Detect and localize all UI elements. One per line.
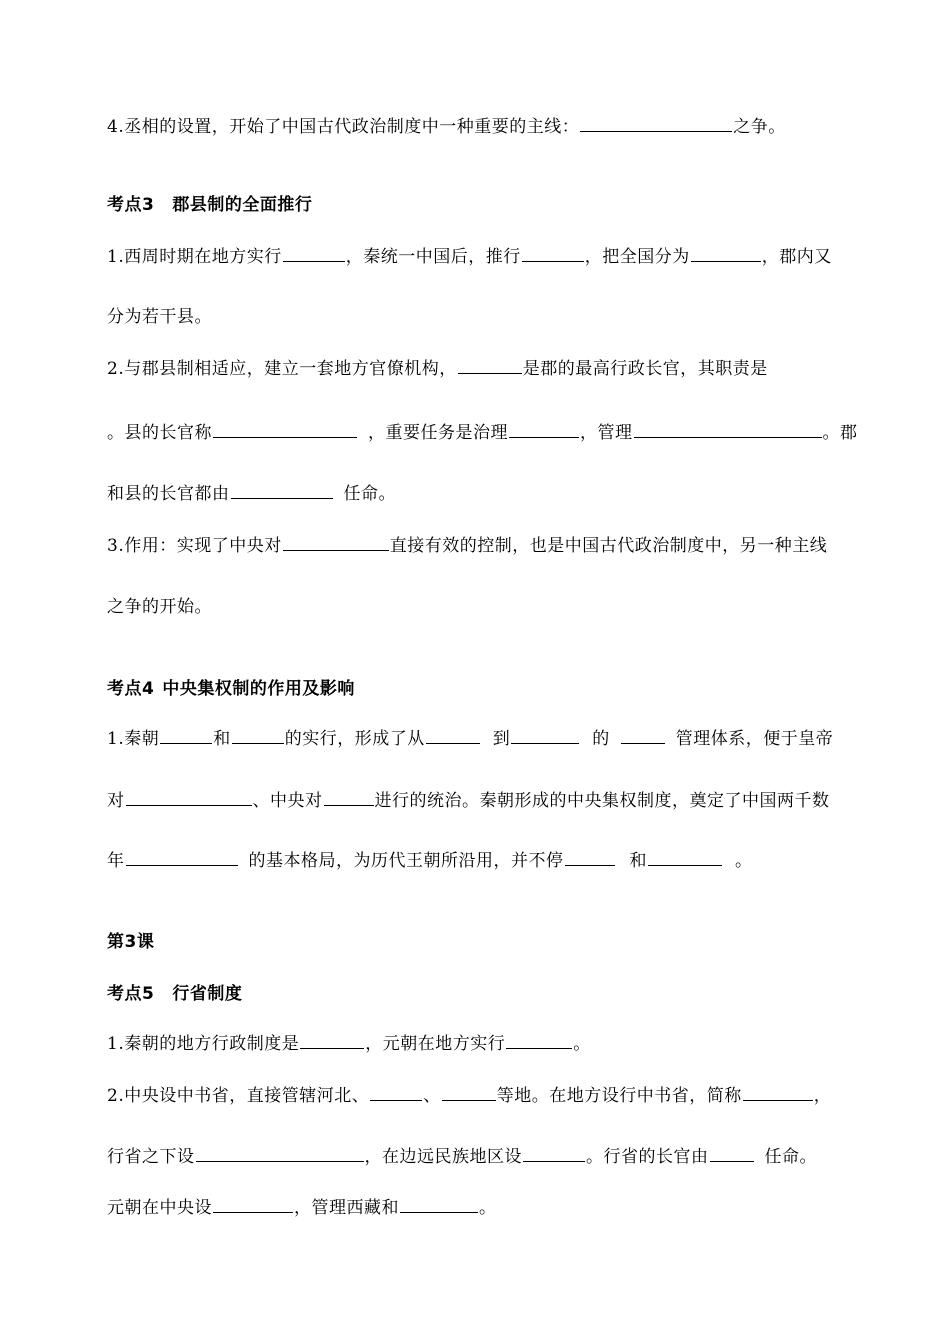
- section-heading-3: [107, 193, 907, 217]
- fill-blank[interactable]: [634, 421, 822, 438]
- text: 丞相的设置，开始了中国古代政治制度中一种重要的主线：: [124, 117, 580, 137]
- text: 之争。: [733, 117, 786, 137]
- section-heading-5: [107, 982, 907, 1006]
- section-heading-4: [107, 677, 907, 701]
- text: ，: [813, 1086, 832, 1106]
- text: 。行省的长官由: [586, 1147, 709, 1167]
- fill-blank[interactable]: [523, 1145, 585, 1162]
- fill-blank[interactable]: [691, 245, 761, 262]
- text: 秦朝: [124, 729, 160, 749]
- text: 。: [479, 1198, 497, 1218]
- item-3-3-line-1: [107, 534, 907, 558]
- text: 秦朝的地方行政制度是: [124, 1034, 300, 1054]
- fill-blank[interactable]: [160, 727, 212, 744]
- text: 任命。: [764, 1147, 817, 1167]
- item-number: 1.: [107, 729, 125, 749]
- text: ，在边远民族地区设: [364, 1147, 522, 1167]
- text: 分为若干县。: [107, 307, 212, 327]
- item-5-1: [107, 1032, 907, 1056]
- text: ，把全国分为: [584, 247, 690, 267]
- text: 行省之下设: [107, 1147, 195, 1167]
- text: 的基本格局，为历代王朝所沿用，并不停: [248, 851, 564, 871]
- fill-blank[interactable]: [426, 727, 480, 744]
- fill-blank[interactable]: [743, 1084, 813, 1101]
- text: 。: [573, 1034, 591, 1054]
- fill-blank[interactable]: [506, 1032, 572, 1049]
- paragraph-4-chancellor: [107, 115, 907, 139]
- section-title: 行省制度: [172, 984, 243, 1004]
- text: 西周时期在地方实行: [124, 247, 282, 267]
- text: 的实行，形成了从: [284, 729, 425, 749]
- item-4-1-line-2: [107, 789, 907, 813]
- section-title: 郡县制的全面推行: [172, 195, 313, 215]
- item-number: 2.: [107, 1086, 125, 1106]
- text: 年: [107, 851, 125, 871]
- text: 。郡: [822, 423, 858, 443]
- text: 和县的长官都由: [107, 484, 230, 504]
- fill-blank[interactable]: [442, 1084, 496, 1101]
- text: 。县的长官称: [107, 423, 212, 443]
- fill-blank[interactable]: [283, 245, 345, 262]
- text: 管理体系，便于皇帝: [675, 729, 834, 749]
- fill-blank[interactable]: [370, 1084, 422, 1101]
- fill-blank[interactable]: [283, 534, 389, 551]
- fill-blank[interactable]: [522, 245, 584, 262]
- text: 到: [492, 729, 511, 749]
- fill-blank[interactable]: [300, 1032, 364, 1049]
- item-3-3-line-2: [107, 595, 907, 619]
- item-5-2-line-3: [107, 1196, 907, 1220]
- text: ，元朝在地方实行: [365, 1034, 506, 1054]
- fill-blank[interactable]: [710, 1145, 754, 1162]
- text: 进行的统治。秦朝形成的中央集权制度，奠定了中国两千数: [374, 791, 830, 811]
- fill-blank[interactable]: [648, 849, 722, 866]
- fill-blank[interactable]: [196, 1145, 364, 1162]
- lesson-heading: [107, 930, 907, 954]
- item-5-2-line-2: [107, 1145, 907, 1169]
- text: ，重要任务是治理: [368, 423, 508, 443]
- text: 和: [629, 851, 647, 871]
- section-number: 考点4: [107, 679, 155, 699]
- text: 等地。在地方设行中书省，简称: [496, 1086, 742, 1106]
- item-number: 1.: [107, 247, 125, 267]
- text: 直接有效的控制，也是中国古代政治制度中，另一种主线: [389, 536, 828, 556]
- fill-blank[interactable]: [458, 357, 522, 374]
- fill-blank[interactable]: [400, 1196, 478, 1213]
- item-number: 3.: [107, 536, 125, 556]
- text: 、中央对: [252, 791, 323, 811]
- text: 对: [107, 791, 125, 811]
- text: 中央设中书省，直接管辖河北、: [124, 1086, 370, 1106]
- fill-blank[interactable]: [621, 727, 665, 744]
- fill-blank[interactable]: [509, 421, 579, 438]
- text: 任命。: [343, 484, 396, 504]
- section-title: 中央集权制的作用及影响: [162, 679, 355, 699]
- item-4-1-line-3: [107, 849, 907, 873]
- item-number: 4.: [107, 117, 125, 137]
- item-5-2-line-1: [107, 1084, 907, 1108]
- text: 作用：实现了中央对: [124, 536, 282, 556]
- lesson-title: 第3课: [107, 932, 155, 952]
- text: 的: [592, 729, 610, 749]
- item-3-1-line-2: [107, 305, 907, 329]
- text: ，郡内又: [761, 247, 832, 267]
- fill-blank[interactable]: [126, 789, 252, 806]
- fill-blank[interactable]: [511, 727, 579, 744]
- text: 是郡的最高行政长官，其职责是: [522, 359, 768, 379]
- fill-blank[interactable]: [324, 789, 374, 806]
- fill-blank[interactable]: [213, 1196, 293, 1213]
- text: 。: [735, 851, 753, 871]
- section-number: 考点5: [107, 984, 155, 1004]
- fill-blank[interactable]: [565, 849, 615, 866]
- fill-blank[interactable]: [126, 849, 238, 866]
- item-number: 2.: [107, 359, 125, 379]
- text: 之争的开始。: [107, 597, 212, 617]
- item-number: 1.: [107, 1034, 125, 1054]
- text: 元朝在中央设: [107, 1198, 212, 1218]
- item-3-1-line-1: [107, 245, 907, 269]
- item-4-1-line-1: [107, 727, 907, 751]
- item-3-2-line-2: [107, 421, 907, 445]
- text: 、: [423, 1086, 441, 1106]
- text: ，秦统一中国后，推行: [345, 247, 521, 267]
- text: ，管理西藏和: [294, 1198, 399, 1218]
- text: ，管理: [580, 423, 633, 443]
- fill-blank[interactable]: [232, 727, 284, 744]
- fill-blank[interactable]: [231, 482, 333, 499]
- text: 与郡县制相适应，建立一套地方官僚机构，: [124, 359, 457, 379]
- fill-blank[interactable]: [213, 421, 357, 438]
- text: 和: [213, 729, 231, 749]
- section-number: 考点3: [107, 195, 155, 215]
- item-3-2-line-1: [107, 357, 907, 381]
- item-3-2-line-3: [107, 482, 907, 506]
- fill-blank[interactable]: [580, 115, 732, 132]
